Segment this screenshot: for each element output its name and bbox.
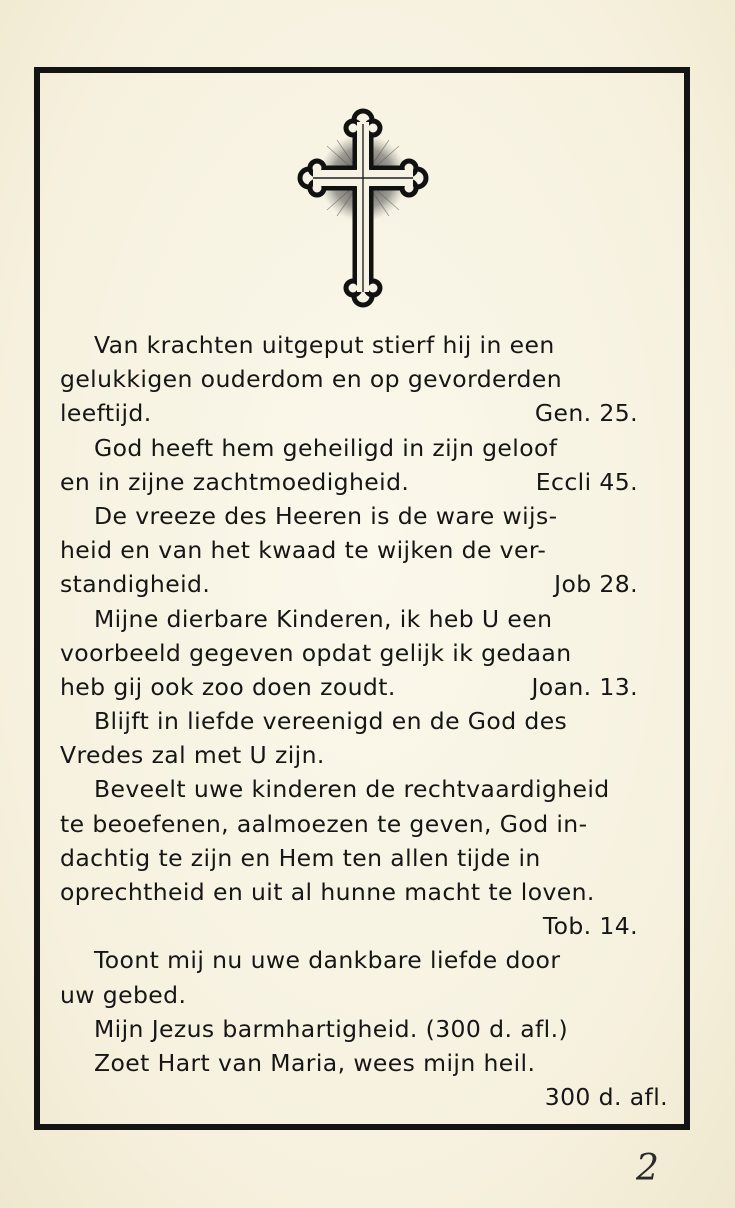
bible-reference: Gen. 25.: [534, 399, 638, 428]
bible-reference: Eccli 45.: [535, 467, 638, 496]
prayer-line: Zoet Hart van Maria, wees mijn heil.: [94, 1048, 536, 1077]
handwritten-number: 2: [636, 1148, 659, 1189]
verse-line: en in zijne zachtmoedigheid.: [60, 467, 410, 496]
verse-line-with-ref: [60, 670, 672, 704]
verse-line-with-ref: [60, 396, 672, 430]
bible-reference: Tob. 14.: [542, 912, 638, 941]
verse-line: te beoefenen, aalmoezen te geven, God in-: [60, 809, 588, 838]
verse-line: uw gebed.: [60, 980, 187, 1009]
verse-line: leeftijd.: [60, 399, 152, 428]
verse-line-with-ref: [60, 567, 672, 601]
indulgence-note: 300 d. afl.: [544, 1083, 668, 1112]
verse-line: Mijne dierbare Kinderen, ik heb U een: [94, 604, 553, 633]
verse-line: God heeft hem geheiligd in zijn geloof: [94, 433, 558, 462]
verses-text: [60, 328, 672, 1114]
verse-line: Blijft in liefde vereenigd en de God des: [94, 707, 568, 736]
verse-line-with-ref: [60, 465, 672, 499]
verse-line: voorbeeld gegeven opdat gelijk ik gedaan: [60, 638, 572, 667]
ornate-cross-icon: [297, 106, 429, 310]
prayer-line: Mijn Jezus barmhartigheid. (300 d. afl.): [94, 1014, 569, 1043]
verse-line: Van krachten uitgeput stierf hij in een: [94, 331, 555, 359]
verse-line: De vreeze des Heeren is de ware wijs-: [94, 501, 558, 530]
verse-line: gelukkigen ouderdom en op gevorderden: [60, 365, 563, 394]
verse-line: heb gij ook zoo doen zoudt.: [60, 672, 396, 701]
verse-line: Toont mij nu uwe dankbare liefde door: [94, 946, 561, 975]
verse-line: oprechtheid en uit al hunne macht te loven.: [60, 878, 595, 906]
verse-line: Beveelt uwe kinderen de rechtvaardigheid: [94, 775, 610, 804]
bible-reference: Job 28.: [554, 570, 638, 599]
verse-line: standigheid.: [60, 570, 211, 599]
verse-line: heid en van het kwaad te wijken de ver-: [60, 536, 547, 565]
verse-line: Vredes zal met U zijn.: [60, 741, 325, 770]
bible-reference: Joan. 13.: [531, 672, 638, 701]
verse-line: dachtig te zijn en Hem ten allen tijde in: [60, 843, 541, 872]
